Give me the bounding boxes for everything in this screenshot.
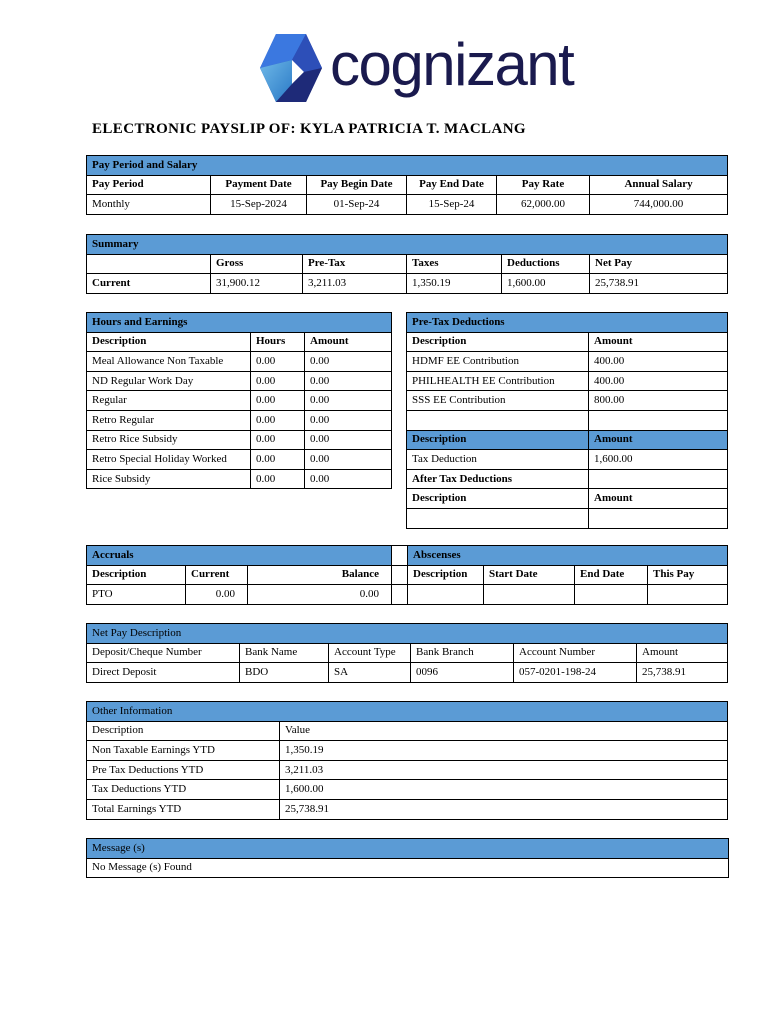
empty-cell [407,410,589,430]
table-row [87,450,392,470]
logo-text: cognizant [330,31,574,98]
absences-spacer [391,545,408,605]
table-row [87,469,392,489]
account-number-value: 057-0201-198-24 [514,663,637,683]
summary-table [86,234,728,294]
deduction-amount: 400.00 [589,371,728,391]
bank-branch-value: 0096 [411,663,514,683]
empty-cell [589,469,728,489]
info-value: 25,738.91 [280,799,728,819]
table-row [407,410,728,430]
empty-cell [407,508,589,528]
col-header: Deductions [502,254,590,274]
hours-earnings-table [86,312,392,489]
col-header: Gross [211,254,303,274]
account-type-value: SA [329,663,411,683]
hours-earnings-title: Hours and Earnings [87,313,392,333]
bank-name-value: BDO [240,663,329,683]
earning-hours: 0.00 [251,391,305,411]
col-header: Pay Begin Date [307,175,407,195]
col-header: Start Date [484,565,575,585]
earning-description: Meal Allowance Non Taxable [87,352,251,372]
table-row [407,391,728,411]
cognizant-logo [258,31,574,106]
table-row [407,508,728,528]
col-header: Amount [305,332,392,352]
info-value: 1,600.00 [280,780,728,800]
table-row [87,352,392,372]
pay-period-value: Monthly [87,195,211,215]
col-header: Pay Rate [497,175,590,195]
earning-hours: 0.00 [251,371,305,391]
col-header: Amount [637,643,728,663]
earning-amount: 0.00 [305,430,392,450]
col-header: Pay End Date [407,175,497,195]
tax-deduction-amount: 1,600.00 [589,450,728,470]
info-description: Non Taxable Earnings YTD [87,741,280,761]
earning-amount: 0.00 [305,352,392,372]
table-row [407,352,728,372]
empty-cell [648,585,728,605]
col-header: Pre-Tax [303,254,407,274]
table-row [87,741,728,761]
pay-rate-value: 62,000.00 [497,195,590,215]
deposit-type-value: Direct Deposit [87,663,240,683]
col-header: Description [407,332,589,352]
col-header: Hours [251,332,305,352]
deduction-description: SSS EE Contribution [407,391,589,411]
pay-period-title: Pay Period and Salary [87,156,728,176]
table-row [87,410,392,430]
summary-title: Summary [87,235,728,255]
col-header: Bank Name [240,643,329,663]
earning-amount: 0.00 [305,469,392,489]
empty-cell [392,546,408,566]
earning-hours: 0.00 [251,450,305,470]
table-row [87,858,729,878]
pay-end-date-value: 15-Sep-24 [407,195,497,215]
col-header: Description [408,565,484,585]
messages-table [86,838,729,878]
earning-description: Regular [87,391,251,411]
after-tax-col-header: Description [407,489,589,509]
earning-amount: 0.00 [305,450,392,470]
table-row [407,450,728,470]
table-row [407,371,728,391]
col-header: Description [87,565,186,585]
cognizant-logo-icon [258,32,324,104]
empty-cell [408,585,484,605]
earning-description: Retro Regular [87,410,251,430]
absences-table [407,545,728,605]
page-title: ELECTRONIC PAYSLIP OF: KYLA PATRICIA T. MACLANG [92,121,526,137]
col-header: This Pay [648,565,728,585]
col-header: Bank Branch [411,643,514,663]
table-row [87,371,392,391]
col-header: Balance [248,565,392,585]
net-amount-value: 25,738.91 [637,663,728,683]
empty-cell [575,585,648,605]
pretax-deductions-title: Pre-Tax Deductions [407,313,728,333]
tax-col-header: Amount [589,430,728,450]
after-tax-col-header: Amount [589,489,728,509]
annual-salary-value: 744,000.00 [590,195,728,215]
col-header: Account Number [514,643,637,663]
table-row [87,585,392,605]
col-header: Payment Date [211,175,307,195]
table-row [87,760,728,780]
deduction-amount: 800.00 [589,391,728,411]
table-row [87,391,392,411]
info-description: Tax Deductions YTD [87,780,280,800]
earning-amount: 0.00 [305,410,392,430]
empty-cell [589,410,728,430]
col-header: End Date [575,565,648,585]
net-pay-title: Net Pay Description [87,624,728,644]
net-pay-value: 25,738.91 [590,274,728,294]
table-row [87,799,728,819]
other-info-title: Other Information [87,702,728,722]
col-header: Description [87,332,251,352]
pay-begin-date-value: 01-Sep-24 [307,195,407,215]
accrual-balance: 0.00 [248,585,392,605]
table-row [87,780,728,800]
col-header: Account Type [329,643,411,663]
col-header [87,254,211,274]
info-value: 3,211.03 [280,760,728,780]
earning-description: ND Regular Work Day [87,371,251,391]
empty-cell [589,508,728,528]
earning-hours: 0.00 [251,352,305,372]
deduction-description: PHILHEALTH EE Contribution [407,371,589,391]
accrual-current: 0.00 [186,585,248,605]
col-header: Value [280,721,728,741]
col-header: Pay Period [87,175,211,195]
info-description: Total Earnings YTD [87,799,280,819]
deduction-description: HDMF EE Contribution [407,352,589,372]
net-pay-table [86,623,728,683]
accrual-description: PTO [87,585,186,605]
table-row [87,430,392,450]
other-info-table [86,701,728,820]
info-value: 1,350.19 [280,741,728,761]
table-row [87,274,728,294]
earning-description: Rice Subsidy [87,469,251,489]
gross-value: 31,900.12 [211,274,303,294]
pretax-deductions-table [406,312,728,529]
table-row [87,663,728,683]
earning-description: Retro Special Holiday Worked [87,450,251,470]
col-header: Annual Salary [590,175,728,195]
pre-tax-value: 3,211.03 [303,274,407,294]
earning-hours: 0.00 [251,410,305,430]
deductions-value: 1,600.00 [502,274,590,294]
payment-date-value: 15-Sep-2024 [211,195,307,215]
earning-description: Retro Rice Subsidy [87,430,251,450]
col-header: Deposit/Cheque Number [87,643,240,663]
empty-cell [392,585,408,605]
col-header: Current [186,565,248,585]
deduction-amount: 400.00 [589,352,728,372]
col-header: Taxes [407,254,502,274]
table-row [408,585,728,605]
accruals-title: Accruals [87,546,392,566]
tax-deduction-description: Tax Deduction [407,450,589,470]
empty-cell [484,585,575,605]
info-description: Pre Tax Deductions YTD [87,760,280,780]
absences-title: Abscenses [408,546,728,566]
col-header: Description [87,721,280,741]
accruals-table [86,545,392,605]
earning-hours: 0.00 [251,430,305,450]
pay-period-table [86,155,728,215]
col-header: Net Pay [590,254,728,274]
col-header: Amount [589,332,728,352]
earning-amount: 0.00 [305,391,392,411]
after-tax-deductions-title: After Tax Deductions [407,469,589,489]
messages-title: Message (s) [87,839,729,859]
tax-col-header: Description [407,430,589,450]
earning-amount: 0.00 [305,371,392,391]
earning-hours: 0.00 [251,469,305,489]
empty-cell [392,565,408,585]
table-row [87,195,728,215]
message-text: No Message (s) Found [87,858,729,878]
taxes-value: 1,350.19 [407,274,502,294]
summary-row-label: Current [87,274,211,294]
